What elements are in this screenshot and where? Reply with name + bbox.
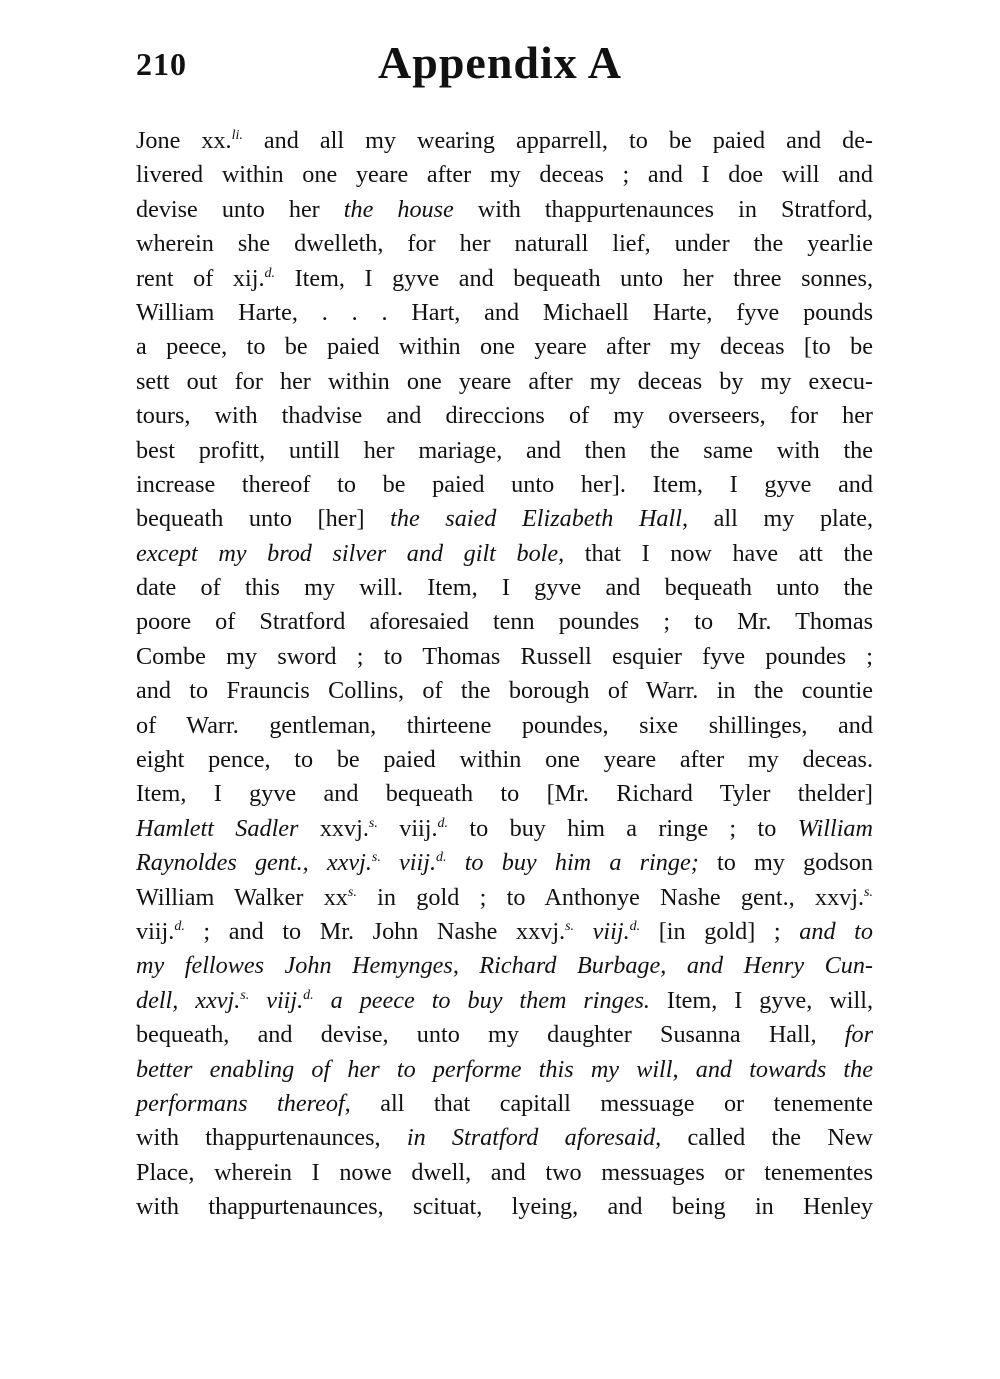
superscript-abbreviation: s. (368, 815, 378, 831)
italic-run: viij. (592, 917, 630, 945)
superscript-abbreviation: d. (629, 918, 641, 934)
text-line (136, 1053, 873, 1087)
text-run: tours, with thadvise and direccions of my overseers, for her (136, 402, 873, 430)
text-run: all my plate, (688, 505, 873, 533)
text-run: Jone xx. (136, 127, 232, 154)
text-line (136, 1087, 873, 1121)
text-run: best profitt, untill her mariage, and then the same with the (136, 436, 873, 464)
superscript-abbreviation: s. (240, 987, 250, 1003)
italic-run: and to (799, 917, 873, 945)
text-line (136, 915, 873, 949)
text-run: viij. (136, 917, 175, 945)
text-run: Item, I gyve and bequeath to [Mr. Richard Tyler thelder] (136, 780, 873, 808)
italic-run: Hamlett Sadler (136, 814, 299, 842)
text-run: ; and to Mr. John Nashe xxvj. (184, 917, 566, 945)
text-line (136, 640, 873, 674)
text-line (136, 262, 873, 296)
text-run: viij. (377, 814, 438, 842)
superscript-abbreviation: d. (303, 987, 314, 1003)
text-line (136, 193, 873, 227)
text-line (136, 1190, 873, 1224)
text-run: wherein she dwelleth, for her naturall lief, under the yearlie (136, 230, 873, 258)
text-run: to my godson (698, 849, 873, 877)
text-line (136, 777, 873, 811)
text-run: to buy him a ringe ; to (448, 814, 798, 842)
superscript-abbreviation: s. (565, 918, 575, 934)
superscript-abbreviation: s. (864, 884, 873, 900)
italic-run: performans thereof, (136, 1089, 351, 1117)
text-run (574, 918, 593, 945)
text-run: Item, I gyve and bequeath unto her three sonnes, (275, 264, 873, 292)
text-run: that I now have att the (564, 539, 873, 567)
text-run: a peece, to be paied within one yeare after my deceas [to be (136, 333, 873, 361)
text-line (136, 158, 873, 192)
superscript-abbreviation: d. (436, 850, 447, 866)
italic-run: dell, xxvj. (136, 986, 241, 1014)
text-run: increase thereof to be paied unto her]. Item, I gyve and (136, 470, 873, 498)
text-line (136, 743, 873, 777)
text-run: and all my wearing apparrell, to be paied and de- (242, 127, 873, 154)
page-number: 210 (136, 46, 187, 82)
text-line (136, 468, 873, 502)
text-run: with thappurtenaunces, scituat, lyeing, and being in Henley (136, 1193, 873, 1221)
text-run: date of this my will. Item, I gyve and bequeath unto the (136, 574, 873, 602)
text-run: Item, I gyve, will, (649, 986, 873, 1014)
italic-run: for (844, 1021, 873, 1049)
text-line (136, 399, 873, 433)
text-run: livered within one yeare after my deceas ; and I doe will and (136, 161, 873, 189)
italic-run: viij. (380, 849, 436, 877)
text-run: poore of Stratford aforesaied tenn poundes ; to Mr. Thomas (136, 608, 873, 636)
superscript-abbreviation: d. (437, 815, 449, 831)
text-run: William Harte, . . . Hart, and Michaell Harte, fyve pounds (136, 298, 873, 326)
text-line (136, 365, 873, 399)
text-line (136, 571, 873, 605)
text-run: rent of xij. (136, 264, 265, 292)
text-run: of Warr. gentleman, thirteene poundes, sixe shillinges, and (136, 711, 873, 739)
text-line (136, 124, 873, 158)
text-line (136, 227, 873, 261)
italic-run: a peece to buy them ringes. (313, 986, 650, 1014)
superscript-abbreviation: s. (371, 850, 381, 866)
will-text-body (136, 124, 873, 1225)
text-line (136, 949, 873, 983)
text-line (136, 846, 873, 880)
italic-run: Raynoldes gent., xxvj. (136, 849, 372, 877)
italic-run: better enabling of her to performe this my will, and towards the (136, 1055, 873, 1083)
italic-run: viij. (249, 986, 304, 1014)
text-run: with thappurtenaunces in Stratford, (453, 195, 873, 223)
text-line (136, 1156, 873, 1190)
italic-run: William (797, 814, 873, 842)
text-run: xxvj. (298, 814, 369, 842)
italic-run: the saied Elizabeth Hall, (390, 505, 689, 533)
text-run: with thappurtenaunces, (136, 1124, 407, 1152)
text-run: [in gold] ; (640, 917, 800, 945)
text-line (136, 537, 873, 571)
text-run: sett out for her within one yeare after my deceas by my execu- (136, 367, 873, 395)
text-line (136, 881, 873, 915)
text-line (136, 1018, 873, 1052)
text-run: Place, wherein I nowe dwell, and two messuages or tenementes (136, 1158, 873, 1186)
text-line (136, 330, 873, 364)
superscript-abbreviation: d. (174, 918, 185, 934)
italic-run: except my brod silver and gilt bole, (136, 539, 565, 567)
text-run: William Walker xx (136, 883, 348, 911)
text-run: called the New (661, 1124, 873, 1152)
text-line (136, 1121, 873, 1155)
text-line (136, 434, 873, 468)
text-run: all that capitall messuage or tenemente (350, 1089, 873, 1117)
text-line (136, 674, 873, 708)
text-run: in gold ; to Anthonye Nashe gent., xxvj. (356, 883, 865, 911)
text-line (136, 709, 873, 743)
text-line (136, 605, 873, 639)
text-run: and to Frauncis Collins, of the borough of Warr. in the countie (136, 677, 873, 705)
italic-run: to buy him a ringe; (446, 849, 699, 877)
superscript-abbreviation: d. (264, 265, 275, 281)
text-run: devise unto her (136, 195, 344, 223)
italic-run: the house (343, 195, 454, 223)
text-run: bequeath, and devise, unto my daughter Susanna Hall, (136, 1021, 845, 1049)
italic-run: in Stratford aforesaid, (406, 1124, 662, 1152)
text-line (136, 984, 873, 1018)
running-head-title: Appendix A (378, 37, 622, 88)
superscript-abbreviation: li. (231, 128, 243, 143)
text-run: Combe my sword ; to Thomas Russell esquier fyve poundes ; (136, 642, 873, 670)
text-line (136, 812, 873, 846)
text-run: bequeath unto [her] (136, 505, 391, 533)
italic-run: my fellowes John Hemynges, Richard Burbage, and Henry Cun- (136, 952, 873, 980)
superscript-abbreviation: s. (347, 884, 357, 900)
text-line (136, 296, 873, 330)
text-line (136, 502, 873, 536)
text-run: eight pence, to be paied within one yeare after my deceas. (136, 746, 873, 774)
